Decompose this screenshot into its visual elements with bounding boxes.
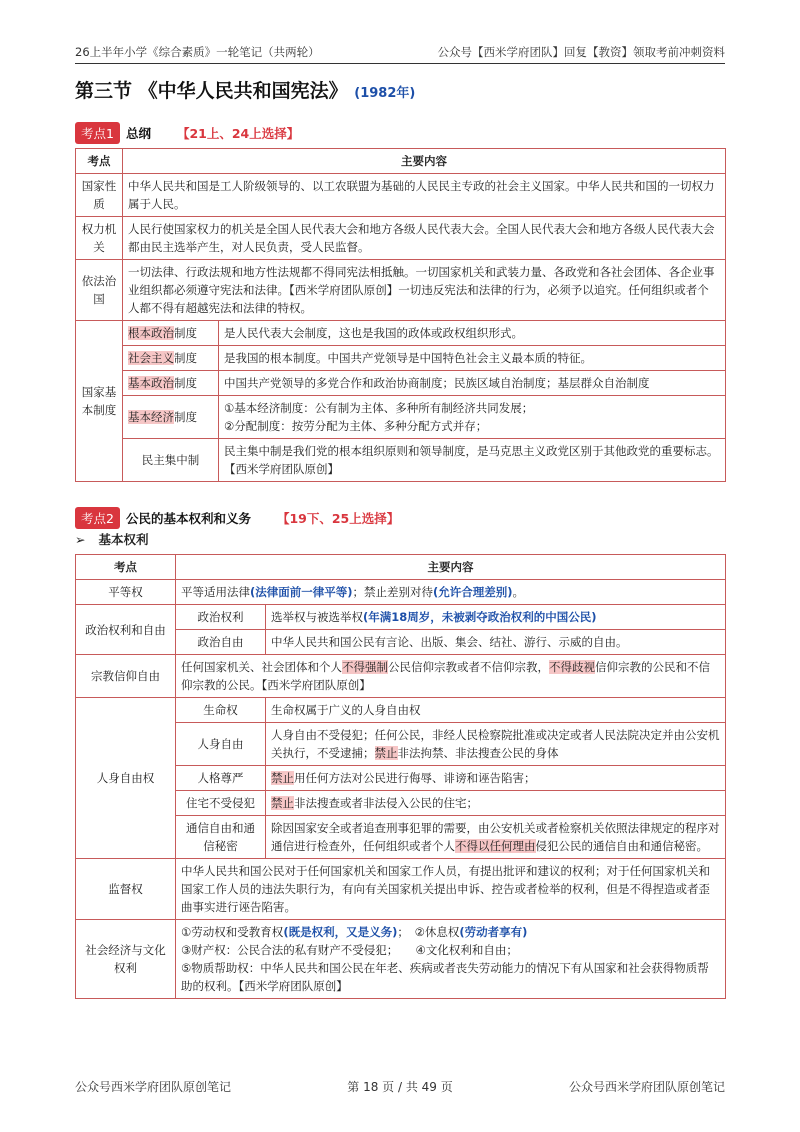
sub-key: 人格尊严 [176, 766, 266, 791]
sub-key: 通信自由和通信秘密 [176, 816, 266, 859]
text: 任何国家机关、社会团体和个人 [181, 660, 342, 674]
row-key: 国家基本制度 [76, 321, 123, 482]
highlight: 禁止 [271, 771, 294, 785]
line: ①基本经济制度：公有制为主体、多种所有制经济共同发展； [224, 401, 534, 415]
sub-key: 住宅不受侵犯 [176, 791, 266, 816]
row-key: 平等权 [76, 580, 176, 605]
text: 侵犯公民的通信自由和通信秘密。 [535, 839, 708, 853]
sub-key: 政治权利 [176, 605, 266, 630]
note: (劳动者享有) [459, 925, 528, 939]
table-row [76, 439, 726, 482]
sub-key-suffix: 制度 [174, 410, 197, 424]
text: 平等适用法律 [181, 585, 250, 599]
text: 公民信仰宗教或者不信仰宗教， [388, 660, 549, 674]
highlight: 禁止 [374, 746, 398, 760]
highlight: 基本政治 [128, 376, 174, 390]
page-header [75, 38, 725, 64]
footer-left: 公众号西米学府团队原创笔记 [75, 1080, 232, 1094]
text: 用任何方法对公民进行侮辱、诽谤和诬告陷害； [294, 771, 536, 785]
table-row [76, 321, 726, 346]
row-key: 宗教信仰自由 [76, 655, 176, 698]
text: 信仰宗教的公民和不信仰宗教的公民。【西米学府团队原创】 [181, 660, 710, 692]
text: 人身自由不受侵犯；任何公民，非经人民检察院批准或决定或者人民法院决定并由公安机关执行，不受逮捕； [271, 728, 720, 760]
sub-content [266, 766, 726, 791]
sub-content [266, 605, 726, 630]
kd1-heading [75, 122, 299, 144]
row-key: 人身自由权 [76, 698, 176, 859]
subheading-text: 基本权利 [98, 532, 149, 547]
text: 非法搜查或者非法侵入公民的住宅； [294, 796, 478, 810]
note: (允许合理差别) [433, 585, 513, 599]
kd1-badge: 考点1 [75, 122, 120, 144]
col-header-topic: 考点 [76, 555, 176, 580]
section-title-text: 第三节 《中华人民共和国宪法》 [75, 80, 348, 102]
sub-key-suffix: 制度 [174, 376, 197, 390]
col-header-content: 主要内容 [176, 555, 726, 580]
highlight: 不得以任何理由 [455, 839, 536, 853]
highlight: 社会主义 [128, 351, 174, 365]
row-content: 人民行使国家权力的机关是全国人民代表大会和地方各级人民代表大会。全国人民代表大会和地方各级人民代表大会都由民主选举产生，对人民负责，受人民监督。 [123, 217, 726, 260]
highlight: 基本经济 [128, 410, 174, 424]
table-row [76, 605, 726, 630]
text: ； ②休息权 [397, 925, 460, 939]
table-row [76, 174, 726, 217]
line: ⑤物质帮助权：中华人民共和国公民在年老、疾病或者丧失劳动能力的情况下有从国家和社会获得物质帮助的权利。【西米学府团队原创】 [181, 961, 709, 993]
table-header-row [76, 555, 726, 580]
sub-key: 生命权 [176, 698, 266, 723]
sub-key-suffix: 制度 [174, 351, 197, 365]
subheading [75, 530, 149, 548]
text: ①劳动权和受教育权 [181, 925, 284, 939]
sub-content: 生命权属于广义的人身自由权 [266, 698, 726, 723]
sub-key-suffix: 制度 [174, 326, 197, 340]
kd2-name: 公民的基本权利和义务 [125, 511, 251, 526]
header-left: 26上半年小学《综合素质》一轮笔记（共两轮） [75, 45, 320, 59]
highlight: 根本政治 [128, 326, 174, 340]
sub-key: 政治自由 [176, 630, 266, 655]
note: (既是权利，又是义务) [283, 925, 398, 939]
row-content: 中华人民共和国公民对于任何国家机关和国家工作人员，有提出批评和建议的权利；对于任何国家机关和国家工作人员的违法失职行为，有向有关国家机关提出申诉、控告或者检举的权利，但是不得捏造或者歪曲事实进行诬告陷害。 [176, 859, 726, 920]
row-content [176, 920, 726, 999]
sub-key [123, 371, 219, 396]
table-basic-rights [75, 554, 726, 999]
text: ；禁止差别对待 [352, 585, 434, 599]
sub-content [266, 816, 726, 859]
row-key: 社会经济与文化权利 [76, 920, 176, 999]
arrow-bullet-icon: ➢ [75, 532, 86, 547]
text: 选举权与被选举权 [271, 610, 363, 624]
row-key: 国家性质 [76, 174, 123, 217]
row-content [176, 655, 726, 698]
sub-key: 人身自由 [176, 723, 266, 766]
kd1-tag: 【21上、24上选择】 [176, 126, 300, 141]
table-row [76, 396, 726, 439]
sub-key [123, 346, 219, 371]
text: 非法拘禁、非法搜查公民的身体 [397, 746, 559, 760]
kd2-tag: 【19下、25上选择】 [276, 511, 400, 526]
sub-content: 中国共产党领导的多党合作和政治协商制度；民族区域自治制度；基层群众自治制度 [219, 371, 726, 396]
line [181, 923, 720, 941]
col-header-topic: 考点 [76, 149, 123, 174]
sub-content [266, 791, 726, 816]
highlight: 不得强制 [342, 660, 388, 674]
table-row [76, 859, 726, 920]
sub-content: 是人民代表大会制度，这也是我国的政体或政权组织形式。 [219, 321, 726, 346]
table-row [76, 217, 726, 260]
sub-content [266, 723, 726, 766]
note: (年满18周岁，未被剥夺政治权利的中国公民) [363, 610, 597, 624]
section-title [75, 76, 415, 103]
footer-right: 公众号西米学府团队原创笔记 [568, 1080, 725, 1094]
section-year: (1982年) [354, 86, 416, 101]
kd1-name: 总纲 [125, 126, 151, 141]
table-row [76, 920, 726, 999]
line: ②分配制度：按劳分配为主体、多种分配方式并存； [224, 419, 488, 433]
table-row [76, 371, 726, 396]
kd2-badge: 考点2 [75, 507, 120, 529]
line: ③财产权：公民合法的私有财产不受侵犯； ④文化权利和自由； [181, 943, 518, 957]
row-content: 中华人民共和国是工人阶级领导的、以工农联盟为基础的人民民主专政的社会主义国家。中华人民共和国的一切权力属于人民。 [123, 174, 726, 217]
table-row [76, 580, 726, 605]
text: 。 [512, 585, 525, 599]
col-header-content: 主要内容 [123, 149, 726, 174]
sub-key [123, 321, 219, 346]
row-key: 监督权 [76, 859, 176, 920]
sub-content: 民主集中制是我们党的根本组织原则和领导制度，是马克思主义政党区别于其他政党的重要标志。【西米学府团队原创】 [219, 439, 726, 482]
table-header-row [76, 149, 726, 174]
page-footer [75, 1078, 725, 1095]
table-row [76, 698, 726, 723]
note: (法律面前一律平等) [250, 585, 353, 599]
text: 除因国家安全或者追查刑事犯罪的需要，由公安机关或者检察机关依照法律规定的程序对通信进行检查外，任何组织或者个人 [271, 821, 720, 853]
sub-key [123, 396, 219, 439]
highlight: 禁止 [271, 796, 294, 810]
row-content: 一切法律、行政法规和地方性法规都不得同宪法相抵触。一切国家机关和武装力量、各政党和各社会团体、各企业事业组织都必须遵守宪法和法律。【西米学府团队原创】一切违反宪法和法律的行为，必须予以追究。任何组织或者个人都不得有超越宪法和法律的特权。 [123, 260, 726, 321]
table-row [76, 346, 726, 371]
sub-content: 中华人民共和国公民有言论、出版、集会、结社、游行、示威的自由。 [266, 630, 726, 655]
sub-content [219, 396, 726, 439]
sub-content: 是我国的根本制度。中国共产党领导是中国特色社会主义最本质的特征。 [219, 346, 726, 371]
row-key: 权力机关 [76, 217, 123, 260]
page-number: 第 18 页 / 共 49 页 [347, 1080, 453, 1094]
table-general-principles [75, 148, 726, 482]
sub-key: 民主集中制 [123, 439, 219, 482]
highlight: 不得歧视 [549, 660, 595, 674]
row-content [176, 580, 726, 605]
table-row [76, 260, 726, 321]
table-row [76, 655, 726, 698]
header-right: 公众号【西米学府团队】回复【教资】领取考前冲刺资料 [437, 45, 725, 59]
row-key: 政治权利和自由 [76, 605, 176, 655]
kd2-heading [75, 507, 399, 529]
row-key: 依法治国 [76, 260, 123, 321]
